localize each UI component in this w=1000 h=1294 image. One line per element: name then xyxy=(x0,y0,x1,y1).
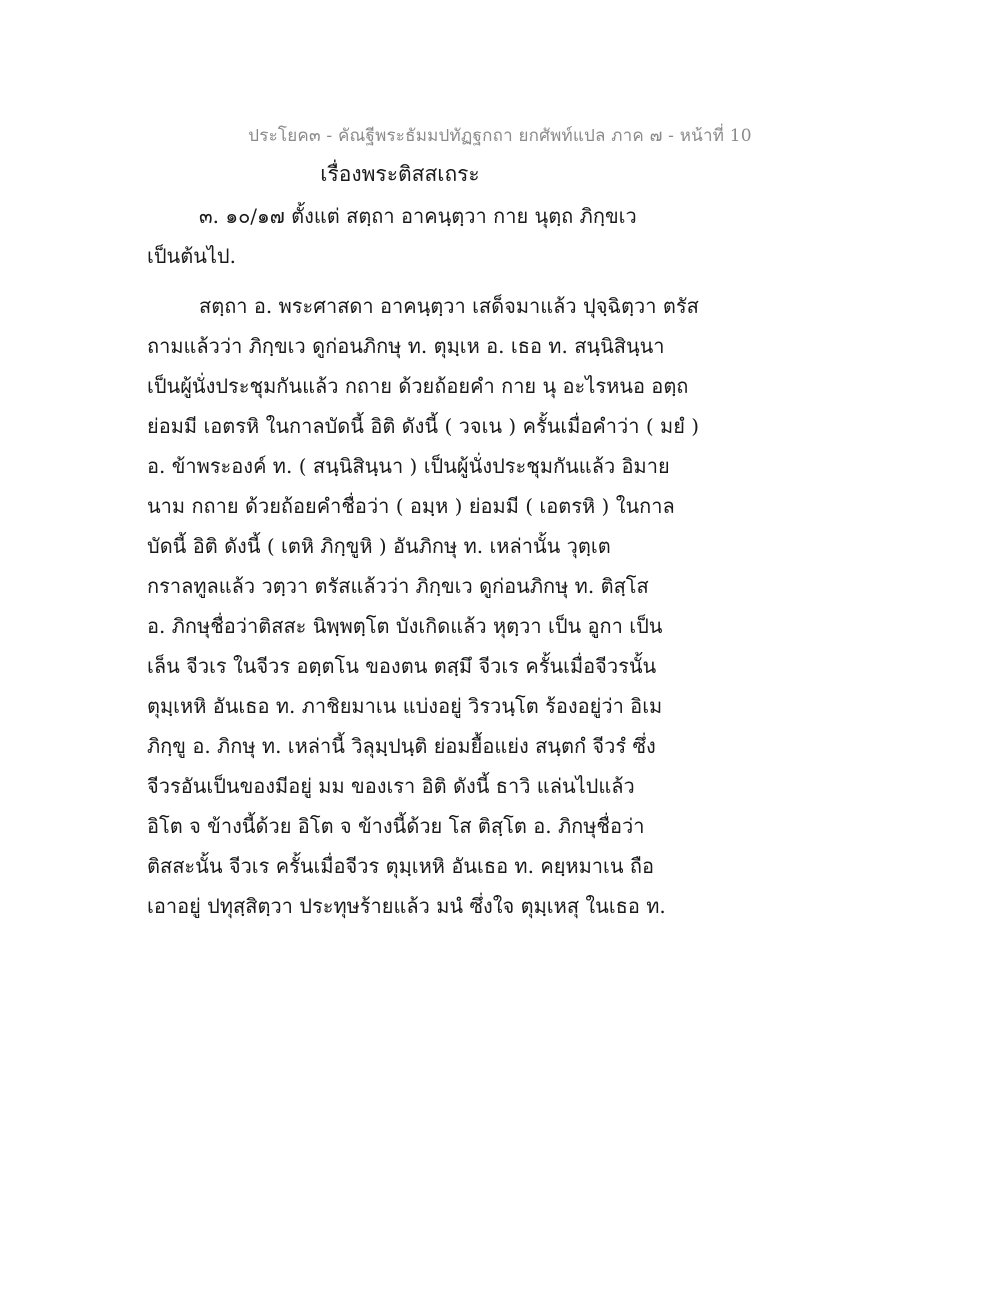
text-line: ถามแล้วว่า ภิกฺขเว ดูก่อนภิกษุ ท. ตุมฺเห อ. เธอ ท. สนฺนิสินฺนา xyxy=(147,334,665,358)
text-line: นาม กถาย ด้วยถ้อยคำชื่อว่า ( อมฺห ) ย่อมมี ( เอตรหิ ) ในกาล xyxy=(147,494,675,518)
text-line: เอาอยู่ ปทุสฺสิตฺวา ประทุษร้ายแล้ว มนํ ซึ่งใจ ตุมฺเหสุ ในเธอ ท. xyxy=(147,894,666,918)
story-title: เรื่องพระติสสเถระ xyxy=(320,162,480,186)
text-line: เป็นผู้นั่งประชุมกันแล้ว กถาย ด้วยถ้อยคำ กาย นุ อะไรหนอ อตฺถ xyxy=(147,374,689,398)
text-line: เล็น จีวเร ในจีวร อตฺตโน ของตน ตสฺมึ จีวเร ครั้นเมื่อจีวรนั้น xyxy=(147,654,657,678)
text-line: ภิกฺขู อ. ภิกษุ ท. เหล่านี้ วิลุมฺปนฺติ ย่อมยื้อแย่ง สนฺตกํ จีวรํ ซึ่ง xyxy=(147,734,656,758)
text-line: ติสสะนั้น จีวเร ครั้นเมื่อจีวร ตุมฺเหหิ อันเธอ ท. คยฺหมาเน ถือ xyxy=(147,854,655,878)
text-line: อ. ภิกษุชื่อว่าติสสะ นิพฺพตฺโต บังเกิดแล้ว หุตฺวา เป็น อูกา เป็น xyxy=(147,614,663,638)
text-line: กราลทูลแล้ว วตฺวา ตรัสแล้วว่า ภิกฺขเว ดูก่อนภิกษุ ท. ติสฺโส xyxy=(147,574,649,598)
text-line: อ. ข้าพระองค์ ท. ( สนฺนิสินฺนา ) เป็นผู้นั่งประชุมกันแล้ว อิมาย xyxy=(147,454,670,478)
body-text xyxy=(147,196,707,926)
text-line: ๓. ๑๐/๑๗ ตั้งแต่ สตฺถา อาคนฺตฺวา กาย นุตฺถ ภิกฺขเว xyxy=(199,204,637,228)
text-line: จีวรอันเป็นของมีอยู่ มม ของเรา อิติ ดังนี้ ธาวิ แล่นไปแล้ว xyxy=(147,774,635,798)
text-line: บัดนี้ อิติ ดังนี้ ( เตหิ ภิกฺขูหิ ) อันภิกษุ ท. เหล่านั้น วุตฺเต xyxy=(147,534,611,558)
text-line: ตุมฺเหหิ อันเธอ ท. ภาชิยมาเน แบ่งอยู่ วิรวนฺโต ร้องอยู่ว่า อิเม xyxy=(147,694,663,718)
running-header: ประโยค๓ - คัณฐีพระธัมมปทัฏฐกถา ยกศัพท์แปล ภาค ๗ - หน้าที่ 10 xyxy=(248,126,752,146)
text-line: เป็นต้นไป. xyxy=(147,244,236,268)
text-line: อิโต จ ข้างนี้ด้วย อิโต จ ข้างนี้ด้วย โส ติสฺโต อ. ภิกษุชื่อว่า xyxy=(147,814,645,838)
text-line: ย่อมมี เอตรหิ ในกาลบัดนี้ อิติ ดังนี้ ( วจเน ) ครั้นเมื่อคำว่า ( มยํ ) xyxy=(147,414,700,438)
text-line: สตฺถา อ. พระศาสดา อาคนฺตฺวา เสด็จมาแล้ว ปุจฺฉิตฺวา ตรัส xyxy=(199,294,699,318)
